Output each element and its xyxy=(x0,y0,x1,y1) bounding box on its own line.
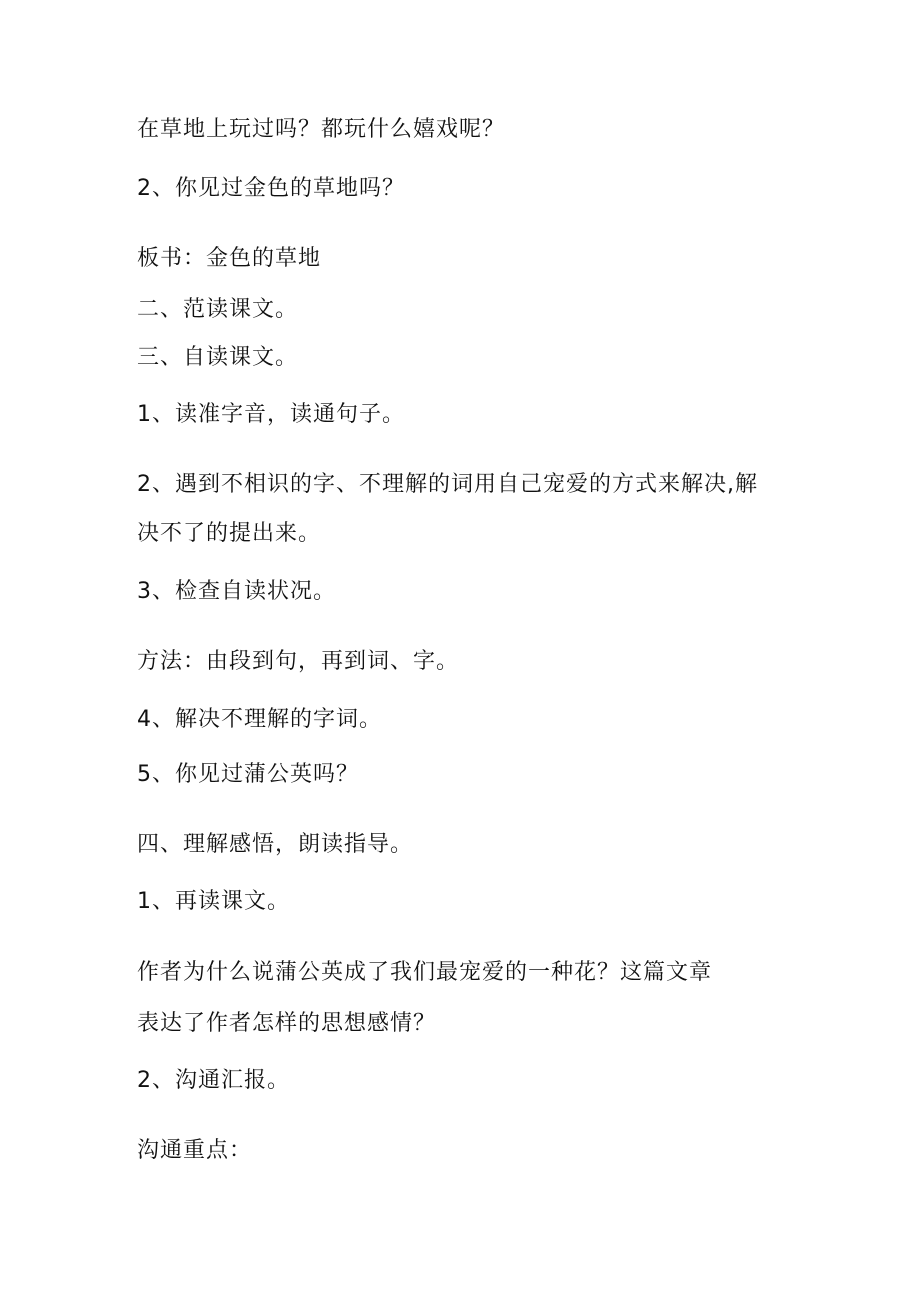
text-line: 2、你见过金色的草地吗？ xyxy=(137,176,405,201)
text-line: 5、你见过蒲公英吗？ xyxy=(137,762,359,787)
text-line: 2、沟通汇报。 xyxy=(137,1068,290,1093)
text-line: 1、再读课文。 xyxy=(137,889,290,914)
text-line: 表达了作者怎样的思想感情？ xyxy=(137,1011,437,1036)
text-line: 3、检查自读状况。 xyxy=(137,579,336,604)
text-line: 作者为什么说蒲公英成了我们最宠爱的一种花？这篇文章 xyxy=(137,960,713,985)
text-line: 2、遇到不相识的字、不理解的词用自己宠爱的方式来解决,解 xyxy=(137,472,758,497)
text-line: 4、解决不理解的字词。 xyxy=(137,707,382,732)
text-line: 四、理解感悟，朗读指导。 xyxy=(137,832,414,857)
text-line: 板书：金色的草地 xyxy=(137,246,322,271)
text-line: 决不了的提出来。 xyxy=(137,521,322,546)
text-line: 三、自读课文。 xyxy=(137,345,299,370)
text-line: 在草地上玩过吗？都玩什么嬉戏呢？ xyxy=(137,117,506,142)
text-line: 二、范读课文。 xyxy=(137,297,299,322)
text-line: 方法：由段到句，再到词、字。 xyxy=(137,649,460,674)
text-line: 沟通重点： xyxy=(137,1138,253,1163)
text-line: 1、读准字音，读通句子。 xyxy=(137,402,405,427)
